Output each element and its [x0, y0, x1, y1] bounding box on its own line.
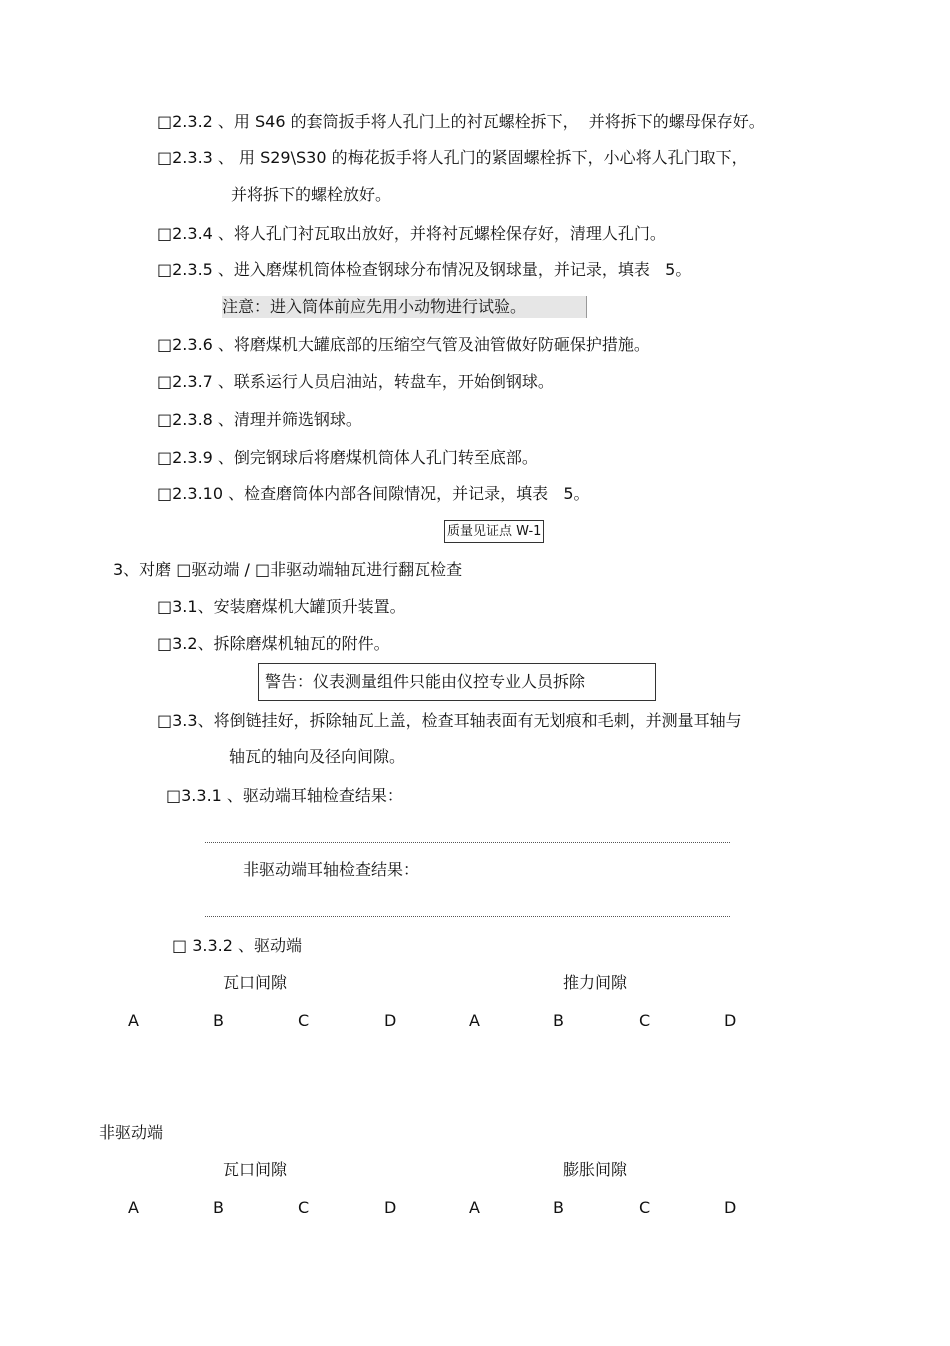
- drive-col-d1: D: [384, 1011, 397, 1030]
- non-drive-clearance-label: 瓦口间隙: [223, 1160, 288, 1179]
- non-drive-col-b2: B: [553, 1198, 564, 1217]
- step-3-3-cont: 轴瓦的轴向及径向间隙。: [229, 747, 406, 766]
- drive-col-b2: B: [553, 1011, 564, 1030]
- non-drive-expansion-label: 膨胀间隙: [563, 1160, 628, 1179]
- step-2-3-5: □2.3.5 、进入磨煤机筒体检查钢球分布情况及钢球量，并记录，填表 5。: [157, 260, 692, 279]
- step-2-3-3: □2.3.3 、 用 S29\S30 的梅花扳手将人孔门的紧固螺栓拆下，小心将人孔门取下，: [157, 148, 748, 167]
- non-drive-col-d2: D: [724, 1198, 737, 1217]
- step-3-3-2: □ 3.3.2 、驱动端: [172, 936, 303, 955]
- safety-note: 注意：进入筒体前应先用小动物进行试验。: [222, 296, 587, 318]
- step-2-3-2: □2.3.2 、用 S46 的套筒扳手将人孔门上的衬瓦螺栓拆下， 并将拆下的螺母保存好。: [157, 112, 765, 131]
- step-3-2: □3.2、拆除磨煤机轴瓦的附件。: [157, 634, 390, 653]
- non-drive-col-c1: C: [298, 1198, 310, 1217]
- non-drive-col-a1: A: [128, 1198, 139, 1217]
- step-2-3-8: □2.3.8 、清理并筛选钢球。: [157, 410, 362, 429]
- drive-end-result-line: [205, 842, 730, 843]
- non-drive-col-b1: B: [213, 1198, 224, 1217]
- step-3-1: □3.1、安装磨煤机大罐顶升装置。: [157, 597, 406, 616]
- step-2-3-10: □2.3.10 、检查磨筒体内部各间隙情况，并记录，填表 5。: [157, 484, 590, 503]
- step-2-3-4: □2.3.4 、将人孔门衬瓦取出放好，并将衬瓦螺栓保存好，清理人孔门。: [157, 224, 666, 243]
- step-3-3: □3.3、将倒链挂好，拆除轴瓦上盖，检查耳轴表面有无划痕和毛刺，并测量耳轴与: [157, 711, 742, 730]
- drive-col-c1: C: [298, 1011, 310, 1030]
- drive-thrust-label: 推力间隙: [563, 973, 628, 992]
- drive-col-b1: B: [213, 1011, 224, 1030]
- step-3-3-1: □3.3.1 、驱动端耳轴检查结果：: [166, 786, 403, 805]
- step-2-3-7: □2.3.7 、联系运行人员启油站，转盘车，开始倒钢球。: [157, 372, 554, 391]
- step-2-3-6: □2.3.6 、将磨煤机大罐底部的压缩空气管及油管做好防砸保护措施。: [157, 335, 650, 354]
- drive-clearance-label: 瓦口间隙: [223, 973, 288, 992]
- step-2-3-3-cont: 并将拆下的螺栓放好。: [231, 185, 392, 204]
- step-2-3-9: □2.3.9 、倒完钢球后将磨煤机筒体人孔门转至底部。: [157, 448, 538, 467]
- non-drive-col-d1: D: [384, 1198, 397, 1217]
- warning-box: 警告：仪表测量组件只能由仪控专业人员拆除: [258, 663, 656, 701]
- drive-col-c2: C: [639, 1011, 651, 1030]
- non-drive-end-result-line: [205, 916, 730, 917]
- quality-witness-point: 质量见证点 W-1: [444, 520, 544, 543]
- drive-col-d2: D: [724, 1011, 737, 1030]
- non-drive-col-a2: A: [469, 1198, 480, 1217]
- non-drive-end-result-label: 非驱动端耳轴检查结果：: [243, 860, 420, 879]
- section-3-heading: 3、对磨 □驱动端 / □非驱动端轴瓦进行翻瓦检查: [113, 560, 463, 579]
- drive-col-a1: A: [128, 1011, 139, 1030]
- non-drive-col-c2: C: [639, 1198, 651, 1217]
- non-drive-end-title: 非驱动端: [99, 1123, 164, 1142]
- drive-col-a2: A: [469, 1011, 480, 1030]
